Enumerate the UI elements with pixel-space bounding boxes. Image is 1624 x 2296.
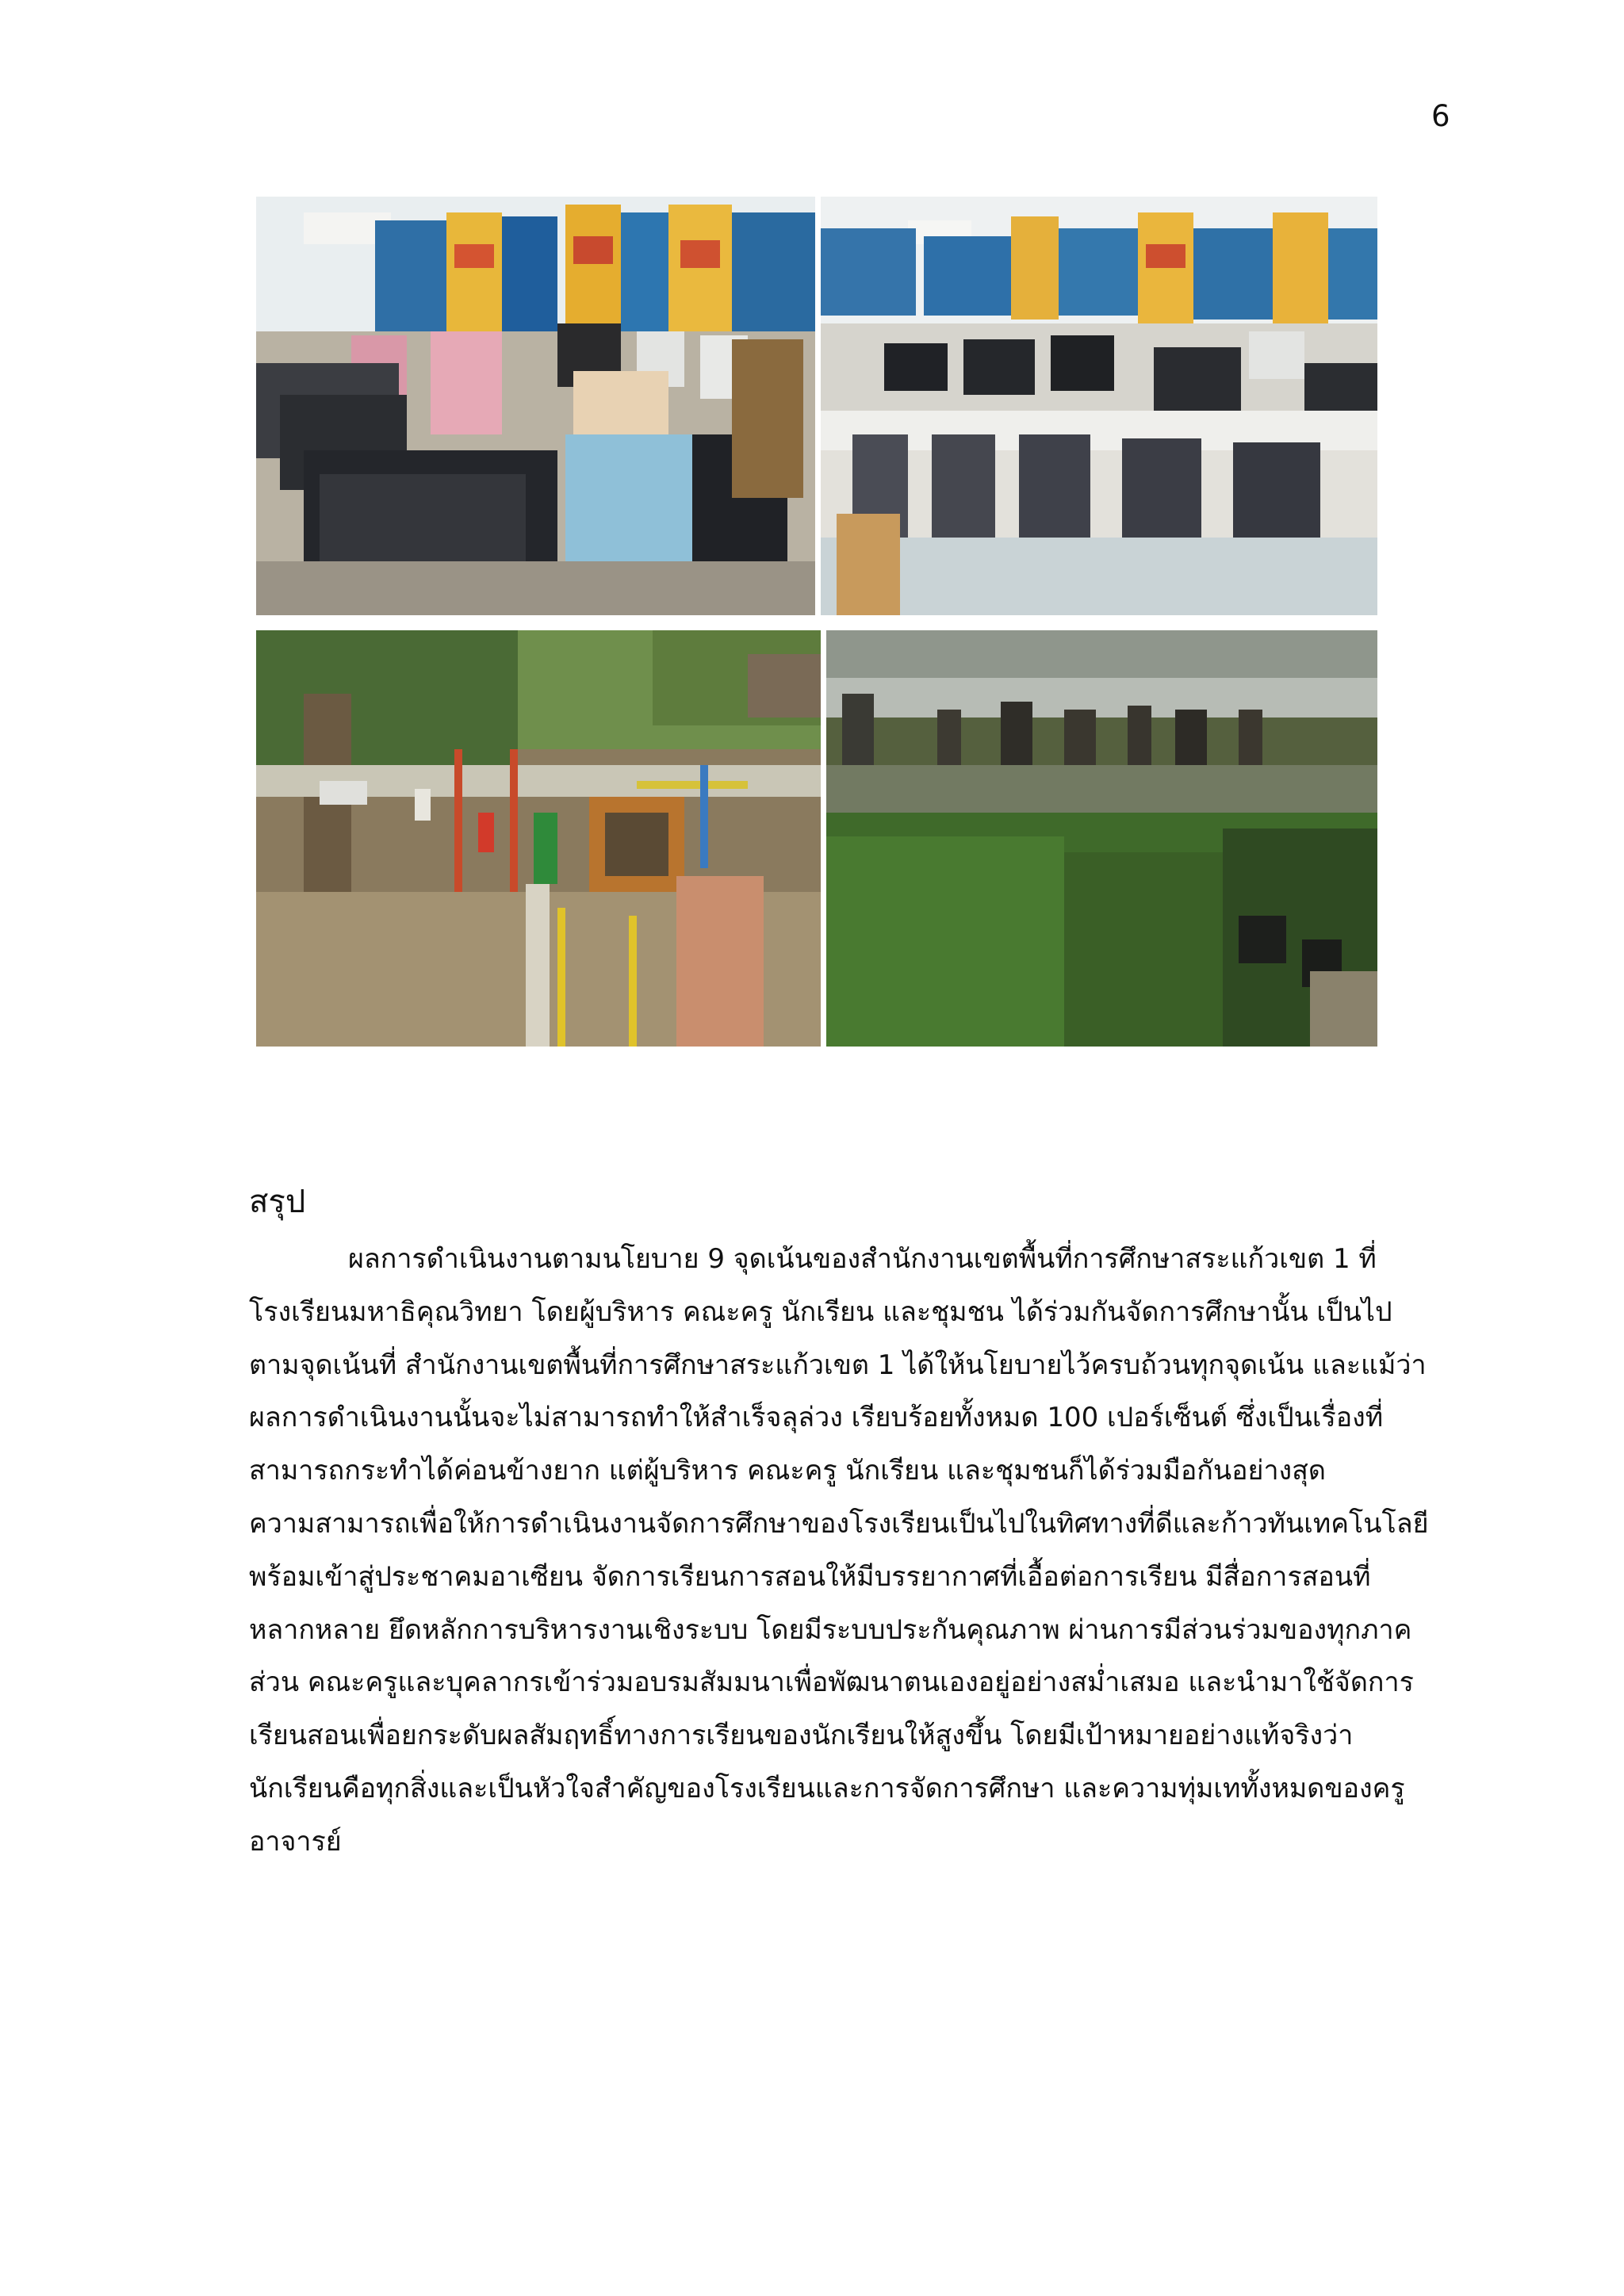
playground-photo xyxy=(256,630,821,1047)
computer-lab-rows-photo xyxy=(821,197,1377,615)
summary-line: ความสามารถเพื่อให้การดำเนินงานจัดการศึกษาของโรงเรียนเป็นไปในทิศทางที่ดีและก้าวทันเทคโนโลยี xyxy=(249,1507,1429,1540)
summary-line: พร้อมเข้าสู่ประชาคมอาเซียน จัดการเรียนการสอนให้มีบรรยากาศที่เอื้อต่อการเรียน มีสื่อการสอนที่ xyxy=(249,1560,1371,1593)
summary-line: ผลการดำเนินงานนั้นจะไม่สามารถทำให้สำเร็จลุล่วง เรียบร้อยทั้งหมด 100 เปอร์เซ็นต์ ซึ่งเป็นเรื่องที่ xyxy=(249,1402,1384,1434)
summary-line: เรียนสอนเพื่อยกระดับผลสัมฤทธิ์ทางการเรียนของนักเรียนให้สูงขึ้น โดยมีเป้าหมายอย่างแท้จริงว่า xyxy=(249,1720,1354,1752)
summary-heading: สรุป xyxy=(249,1184,306,1220)
computer-lab-students-photo xyxy=(256,197,815,615)
summary-line: นักเรียนคือทุกสิ่งและเป็นหัวใจสำคัญของโรงเรียนและการจัดการศึกษา และความทุ่มเททั้งหมดของครู xyxy=(249,1772,1405,1804)
summary-line: โรงเรียนมหาธิคุณวิทยา โดยผู้บริหาร คณะครู นักเรียน และชุมชน ได้ร่วมกันจัดการศึกษานั้น เป็นไป xyxy=(249,1295,1392,1328)
summary-paragraph xyxy=(249,1233,1431,1869)
summary-line: ส่วน คณะครูและบุคลากรเข้าร่วมอบรมสัมมนาเพื่อพัฒนาตนเองอยู่อย่างสม่ำเสมอ และนำมาใช้จัดการ xyxy=(249,1667,1414,1699)
summary-line: อาจารย์ xyxy=(249,1825,342,1858)
summary-line: ตามจุดเน้นที่ สำนักงานเขตพื้นที่การศึกษาสระแก้วเขต 1 ได้ให้นโยบายไว้ครบถ้วนทุกจุดเน้น และแม้ว่า xyxy=(249,1349,1427,1381)
page-number: 6 xyxy=(1431,99,1450,133)
summary-line: สามารถกระทำได้ค่อนข้างยาก แต่ผู้บริหาร คณะครู นักเรียน และชุมชนก็ได้ร่วมมือกันอย่างสุด xyxy=(249,1455,1326,1487)
summary-line: ผลการดำเนินงานตามนโยบาย 9 จุดเน้นของสำนักงานเขตพื้นที่การศึกษาสระแก้วเขต 1 ที่ xyxy=(348,1243,1377,1275)
plant-nursery-photo xyxy=(826,630,1377,1047)
summary-line: หลากหลาย ยึดหลักการบริหารงานเชิงระบบ โดยมีระบบประกันคุณภาพ ผ่านการมีส่วนร่วมของทุกภาค xyxy=(249,1613,1412,1646)
